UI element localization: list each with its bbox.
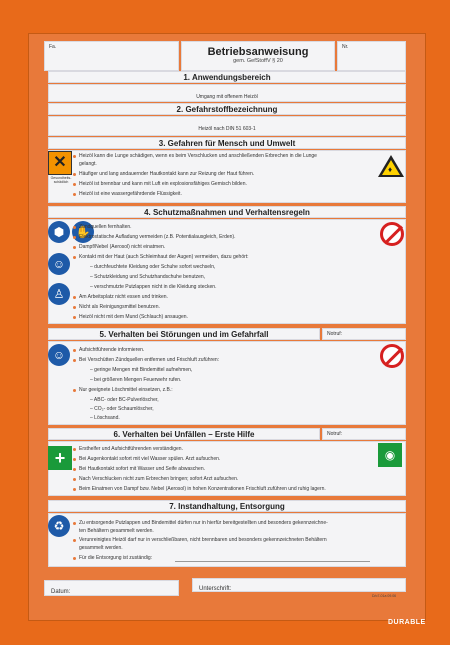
date-label: Datum: (51, 589, 71, 595)
section-5-title: 5. Verhalten bei Störungen und im Gefahrfall (99, 330, 269, 339)
s6-item: Beim Einatmen von Dampf bzw. Nebel (Aerosol) in hohen Konzentrationen Frischluft zuführen und ruhig lagern. (79, 486, 326, 492)
section-6-notruf-box (322, 428, 406, 440)
disposal-responsible-line (175, 561, 370, 562)
header-right-label: Nr. (342, 44, 349, 50)
section-6-title: 6. Verhalten bei Unfällen – Erste Hilfe (113, 430, 255, 439)
s3-item: Heizöl ist brennbar und kann mit Luft ein explosionsfähiges Gemisch bilden. (79, 181, 247, 187)
s4-subitem: – durchfeuchtete Kleidung oder Schuhe sofort wechseln, (90, 264, 216, 270)
s5-subitem: – geringe Mengen mit Bindemittel aufnehmen, (90, 367, 193, 373)
s7-item-cont: gesammelt werden. (79, 545, 123, 551)
s7-item: Verunreinigtes Heizöl darf nur in verschließbaren, nicht brennbaren und besonders gekennzeichneten Behältern (79, 537, 327, 543)
section-3-heading: 3. Gefahren für Mensch und Umwelt (48, 137, 406, 149)
section-4-heading: 4. Schutzmaßnahmen und Verhaltensregeln (48, 206, 406, 218)
section-2-heading: 2. Gefahrstoffbezeichnung (48, 103, 406, 115)
hazard-symbol-caption: Gesundheits-schädlich (50, 176, 72, 184)
s5-subitem: – Löschsand. (90, 415, 120, 421)
s4-item: Nicht als Reinigungsmittel benutzen. (79, 304, 160, 310)
s4-item: Zündquellen fernhalten. (79, 224, 132, 230)
s7-item: Für die Entsorgung ist zuständig: (79, 555, 153, 561)
date-field (44, 580, 179, 596)
s5-subitem: – CO₂- oder Schaumlöscher, (90, 406, 154, 412)
s4-item: Heizöl nicht mit dem Mund (Schlauch) ansaugen. (79, 314, 188, 320)
section-5-notruf-box (322, 328, 406, 340)
s5-item: Aufsichtführende informieren. (79, 347, 145, 353)
s5-item: Bei Verschütten Zündquellen entfernen und Frischluft zuführen: (79, 357, 220, 363)
section-5-notruf: Notruf: (327, 331, 343, 337)
s3-item: Häufiger und lang andauernder Hautkontakt kann zur Reizung der Haut führen. (79, 171, 255, 177)
s5-subitem: – ABC- oder BC-Pulverlöscher, (90, 397, 159, 403)
signature-field (192, 578, 406, 592)
section-2-text: Heizöl nach DIN 51 603-1 (198, 126, 256, 132)
s6-item: Bei Augenkontakt sofort mit viel Wasser spülen. Arzt aufsuchen. (79, 456, 221, 462)
s6-item: Ersthelfer und Aufsichtführenden verständigen. (79, 446, 183, 452)
s7-item-cont: ten Behältern gesammelt werden. (79, 528, 154, 534)
header-left-box (44, 41, 179, 71)
header-left-label: Fa. (49, 44, 57, 50)
section-2-body (48, 116, 406, 136)
first-aid-icon: + (48, 446, 72, 470)
gloves-icon: ✋ (72, 221, 94, 243)
protective-clothing-icon: ⬢ (48, 221, 70, 243)
s5-subitem: – bei größeren Mengen Feuerwehr rufen. (90, 377, 182, 383)
section-1-text: Umgang mit offenem Heizöl (196, 94, 258, 100)
s4-subitem: – verschmutzte Putzlappen nicht in die Kleidung stecken. (90, 284, 217, 290)
section-1-body (48, 84, 406, 102)
section-6-notruf: Notruf: (327, 431, 343, 437)
header-right-box (337, 41, 406, 71)
page-subtitle: gem. GefStoffV § 20 (233, 58, 283, 64)
face-shield-icon: ☺ (48, 253, 70, 275)
s4-subitem: – Schutzkleidung und Schutzhandschuhe benutzen, (90, 274, 206, 280)
s6-item: Bei Hautkontakt sofort mit Wasser und Seife abwaschen. (79, 466, 205, 472)
s5-item: Nur geeignete Löschmittel einsetzen, z.B.: (79, 387, 173, 393)
section-7-heading: 7. Instandhaltung, Entsorgung (48, 500, 406, 512)
brand-logo: DURABLE (388, 619, 426, 626)
respirator-icon: ☺ (48, 344, 70, 366)
header-title-box (181, 41, 335, 71)
section-5-body (48, 341, 406, 425)
s6-item: Nach Verschlucken nicht zum Erbrechen bringen; sofort Arzt aufsuchen. (79, 476, 239, 482)
s4-item: Am Arbeitsplatz nicht essen und trinken. (79, 294, 168, 300)
eye-wash-icon: ◉ (378, 443, 402, 467)
page-title: Betriebsanweisung (207, 46, 309, 58)
no-open-flame-icon (380, 222, 404, 246)
s4-item: Elektrostatische Aufladung vermeiden (z.B. Potentialausgleich, Erden). (79, 234, 236, 240)
protective-suit-icon: ♙ (48, 283, 70, 305)
signature-label: Unterschrift: (199, 586, 232, 592)
s4-item: Dampf/Nebel (Aerosol) nicht einatmen. (79, 244, 166, 250)
document-code: D/o7-01a 09.06 (372, 594, 397, 598)
s3-item-cont: gelangt. (79, 161, 97, 167)
s4-item: Kontakt mit der Haut (auch Schleimhaut der Augen) vermeiden, dazu gehört: (79, 254, 249, 260)
s3-item: Heizöl ist eine wassergefährdende Flüssigkeit. (79, 191, 182, 197)
s3-item: Heizöl kann die Lunge schädigen, wenn es beim Verschlucken und anschließenden Erbrechen in die Lunge (79, 153, 317, 159)
no-water-extinguish-icon (380, 344, 404, 368)
s7-item: Zu entsorgende Putzlappen und Bindemittel dürfen nur in hierfür bereitgestellten und besonders gekennzeichne- (79, 520, 328, 526)
harmful-hazard-icon: ✕ (48, 151, 72, 175)
section-5-heading (48, 328, 320, 340)
disposal-icon: ♻ (48, 515, 70, 537)
section-1-heading: 1. Anwendungsbereich (48, 71, 406, 83)
flame-icon: ♦ (388, 165, 393, 174)
section-6-heading (48, 428, 320, 440)
